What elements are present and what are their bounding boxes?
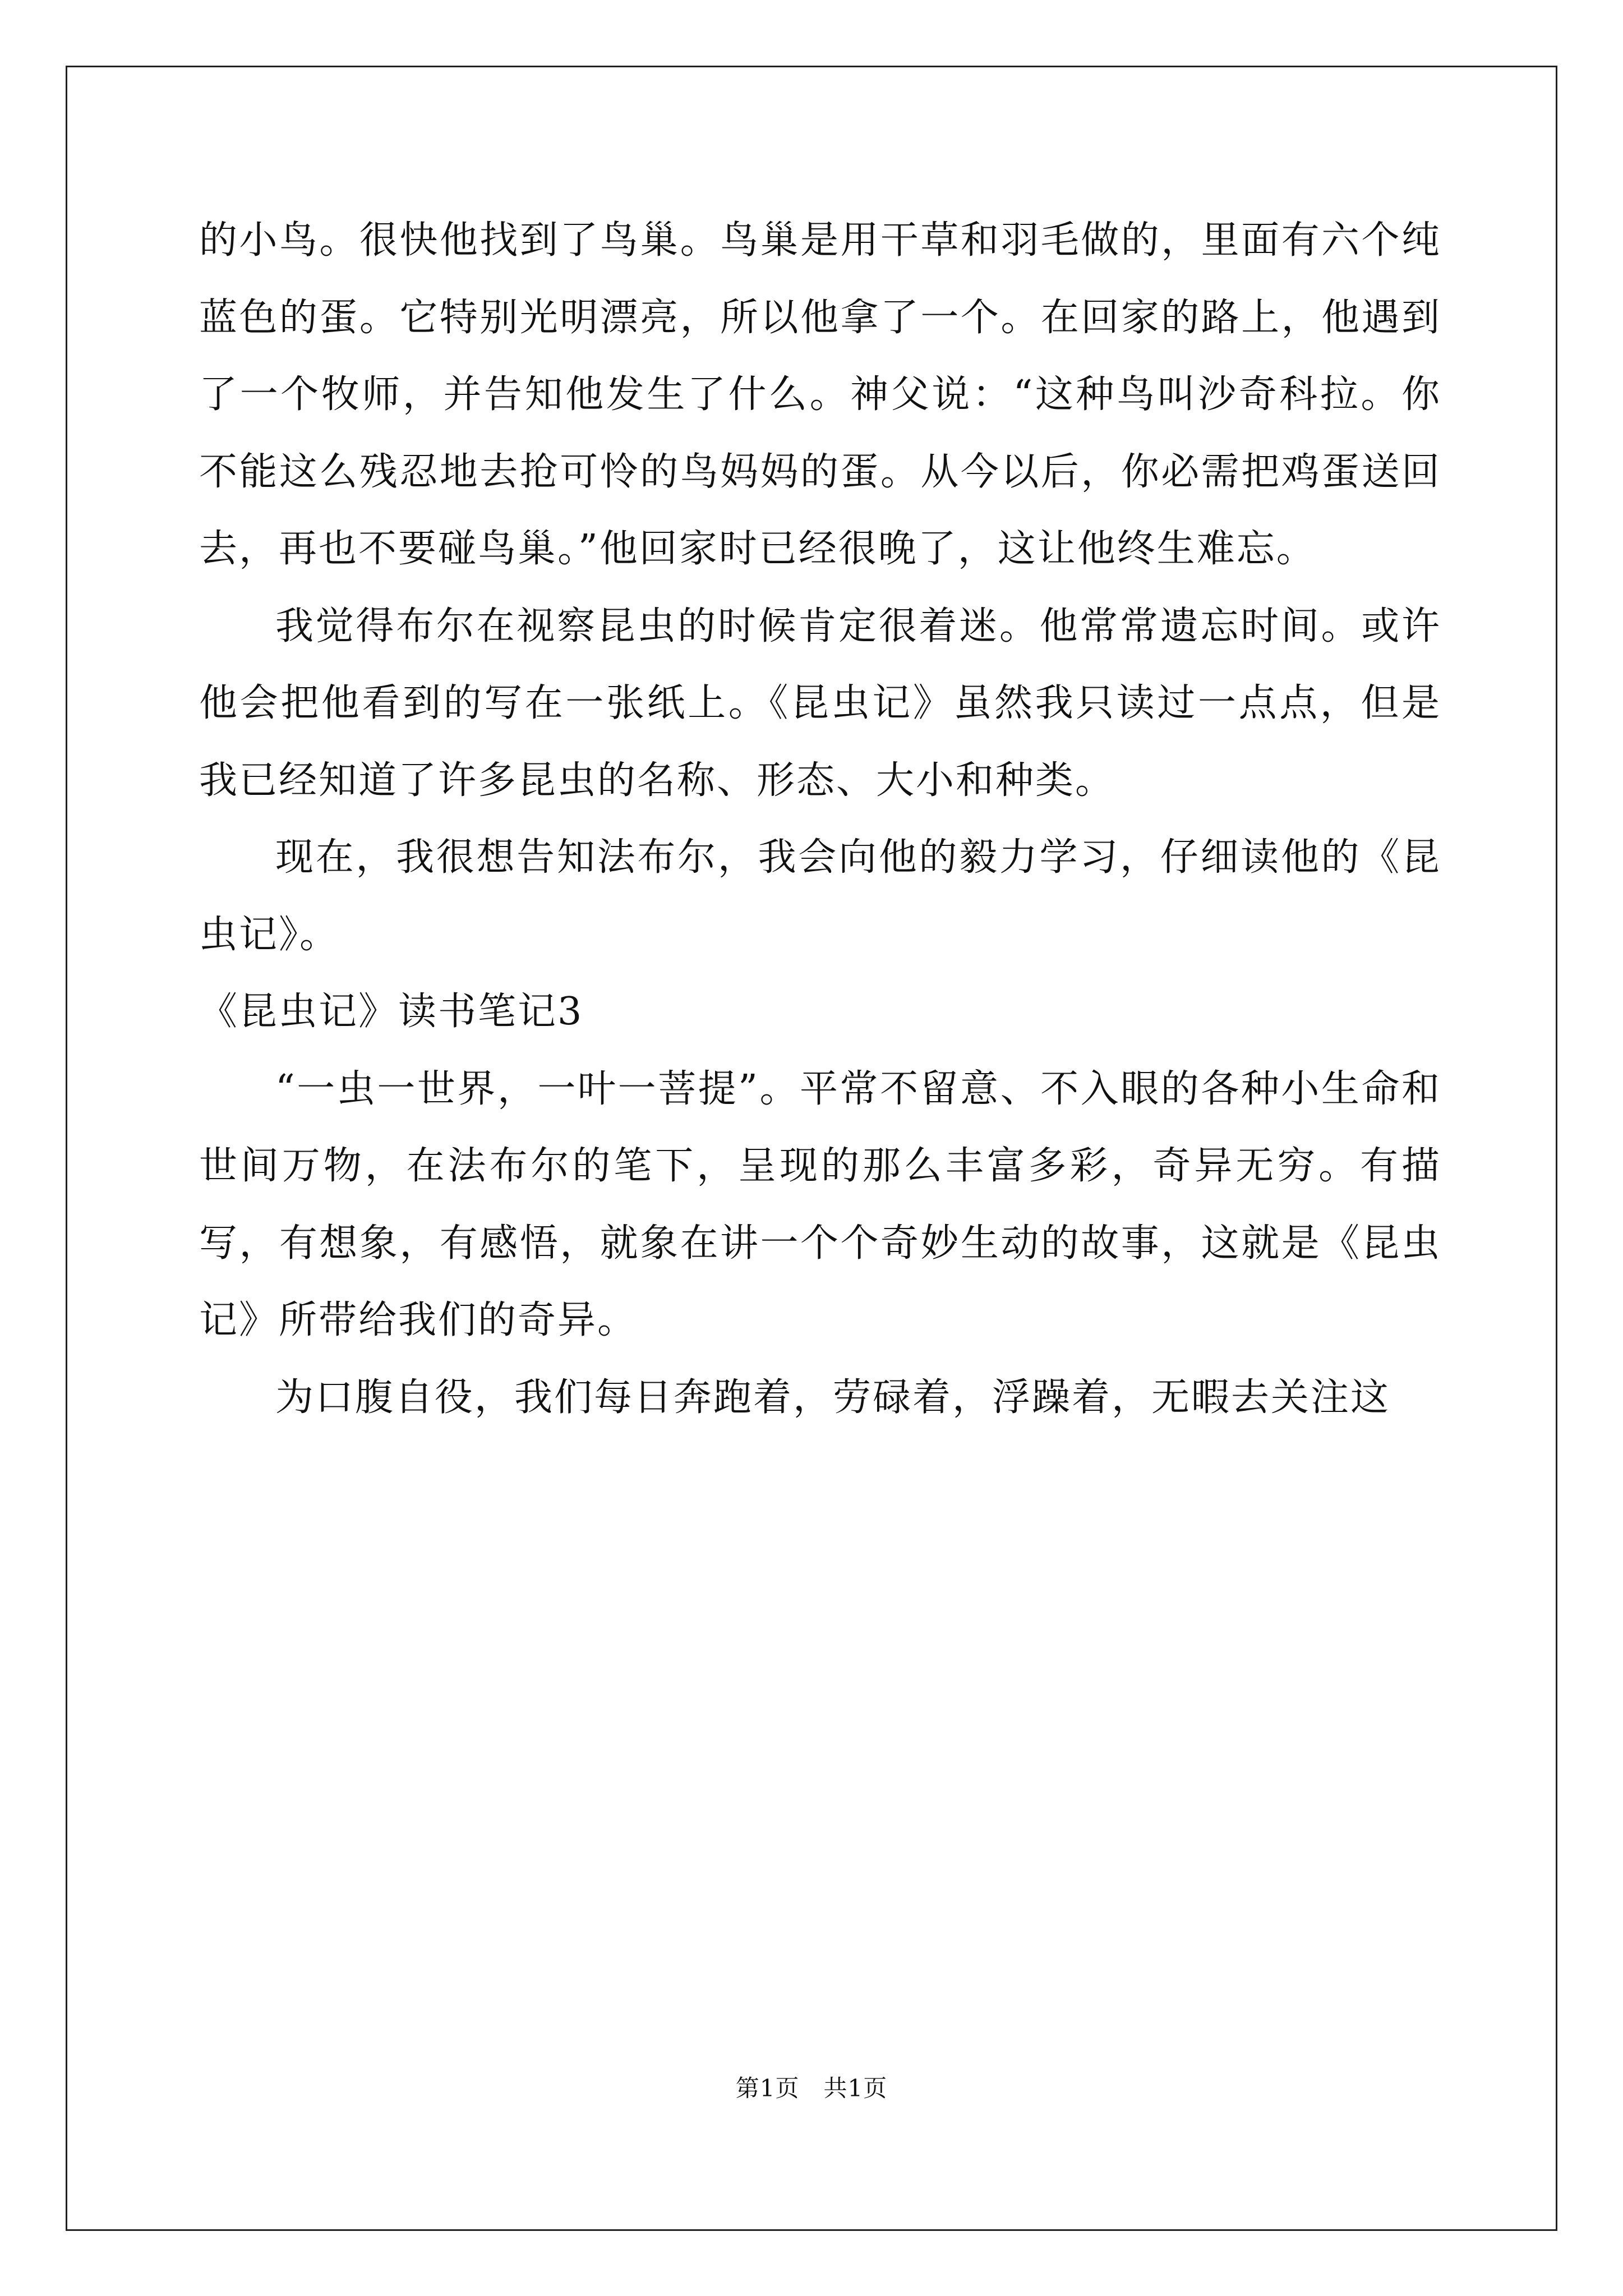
page-total: 共1页 bbox=[823, 2074, 888, 2102]
paragraph-continued: 的小鸟。很快他找到了鸟巢。鸟巢是用干草和羽毛做的，里面有六个纯蓝色的蛋。它特别光明漂亮，所以他拿了一个。在回家的路上，他遇到了一个牧师，并告知他发生了什么。神父说：“这种鸟叫沙奇科拉。你不能这么残忍地去抢可怜的鸟妈妈的蛋。从今以后，你必需把鸡蛋送回去，再也不要碰鸟巢。”他回家时已经很晚了，这让他终生难忘。 bbox=[199, 218, 1441, 571]
paragraph: 我觉得布尔在视察昆虫的时候肯定很着迷。他常常遗忘时间。或许他会把他看到的写在一张纸上。《昆虫记》虽然我只读过一点点，但是我已经知道了许多昆虫的名称、形态、大小和种类。 bbox=[199, 604, 1441, 803]
document-body bbox=[199, 202, 1441, 1436]
section-heading: 《昆虫记》读书笔记3 bbox=[199, 990, 584, 1034]
paragraph: 现在，我很想告知法布尔，我会向他的毅力学习，仔细读他的《昆虫记》。 bbox=[199, 835, 1441, 957]
page-number: 第1页 bbox=[735, 2074, 800, 2102]
paragraph: “一虫一世界，一叶一菩提”。平常不留意、不入眼的各种小生命和世间万物，在法布尔的笔下，呈现的那么丰富多彩，奇异无穷。有描写，有想象，有感悟，就象在讲一个个奇妙生动的故事，这就是《昆虫记》所带给我们的奇异。 bbox=[199, 1066, 1441, 1342]
paragraph: 为口腹自役，我们每日奔跑着，劳碌着，浮躁着，无暇去关注这 bbox=[275, 1375, 1391, 1420]
page-footer bbox=[0, 2070, 1623, 2104]
